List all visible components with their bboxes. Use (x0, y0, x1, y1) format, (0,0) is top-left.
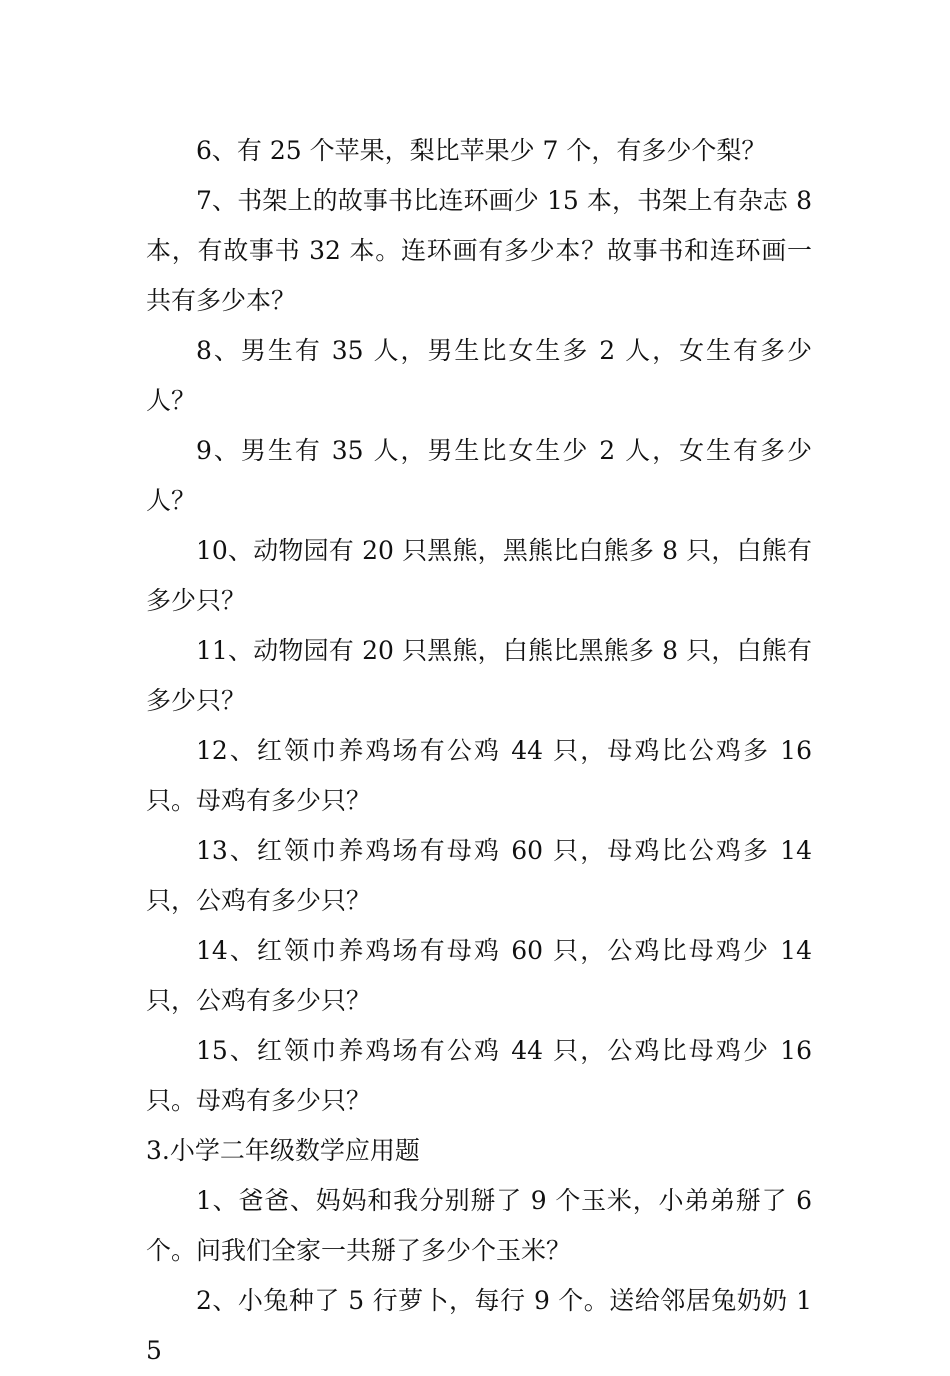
problem-14: 14、红领巾养鸡场有母鸡 60 只，公鸡比母鸡少 14 只，公鸡有多少只？ (146, 936, 812, 1015)
problem-9: 9、男生有 35 人，男生比女生少 2 人，女生有多少人？ (146, 436, 812, 515)
problem-13: 13、红领巾养鸡场有母鸡 60 只，母鸡比公鸡多 14 只，公鸡有多少只？ (146, 836, 812, 915)
section-heading: 3.小学二年级数学应用题 (146, 1136, 420, 1165)
problem-7: 7、书架上的故事书比连环画少 15 本，书架上有杂志 8 本，有故事书 32 本。连环画有多少本？故事书和连环画一共有多少本？ (146, 186, 812, 315)
section3-problem-1: 1、爸爸、妈妈和我分别掰了 9 个玉米，小弟弟掰了 6 个。问我们全家一共掰了多少个玉米？ (146, 1186, 812, 1265)
problem-15: 15、红领巾养鸡场有公鸡 44 只，公鸡比母鸡少 16 只。母鸡有多少只？ (146, 1036, 812, 1115)
document-page (146, 126, 812, 1376)
problem-11: 11、动物园有 20 只黑熊，白熊比黑熊多 8 只，白熊有多少只？ (146, 636, 812, 715)
problem-6: 6、有 25 个苹果，梨比苹果少 7 个，有多少个梨？ (196, 136, 767, 165)
problem-8: 8、男生有 35 人，男生比女生多 2 人，女生有多少人？ (146, 336, 812, 415)
section3-problem-2: 2、小兔种了 5 行萝卜，每行 9 个。送给邻居兔奶奶 15 (146, 1286, 812, 1365)
problem-10: 10、动物园有 20 只黑熊，黑熊比白熊多 8 只，白熊有多少只？ (146, 536, 812, 615)
problem-12: 12、红领巾养鸡场有公鸡 44 只，母鸡比公鸡多 16 只。母鸡有多少只？ (146, 736, 812, 815)
